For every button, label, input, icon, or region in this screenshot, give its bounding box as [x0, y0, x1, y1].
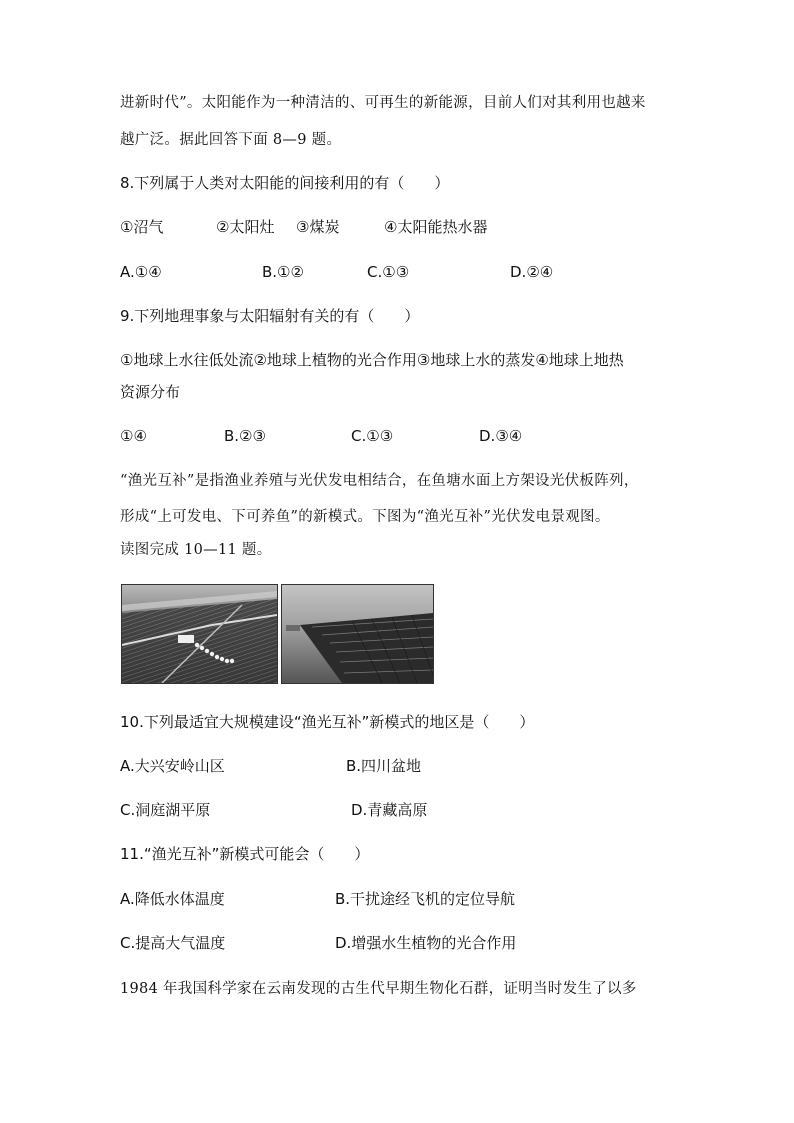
q9-items-line-1: ①地球上水往低处流②地球上植物的光合作用③地球上水的蒸发④地球上地热 [120, 351, 624, 369]
question-9-stem: 9.下列地理事象与太阳辐射有关的有（ ） [120, 307, 420, 325]
q10-option-c: C.洞庭湖平原 [120, 801, 211, 819]
q11-option-b: B.干扰途经飞机的定位导航 [335, 890, 516, 908]
q8-option-a: A.①④ [120, 263, 162, 281]
q8-item-2: ②太阳灶 [216, 218, 275, 236]
q8-option-d: D.②④ [510, 263, 554, 281]
q11-option-c: C.提高大气温度 [120, 934, 226, 952]
q8-option-b: B.①② [262, 263, 304, 281]
passage2-line-1: “渔光互补”是指渔业养殖与光伏发电相结合，在鱼塘水面上方架设光伏板阵列， [120, 473, 639, 489]
solar-farm-aerial-photo [121, 584, 278, 684]
q8-item-4: ④太阳能热水器 [384, 218, 488, 236]
q10-option-b: B.四川盆地 [346, 757, 422, 775]
q11-option-d: D.增强水生植物的光合作用 [335, 934, 517, 952]
q11-option-a: A.降低水体温度 [120, 890, 225, 908]
passage2-line-3: 读图完成 10—11 题。 [120, 542, 272, 558]
q9-option-b: B.②③ [224, 427, 266, 445]
q10-option-a: A.大兴安岭山区 [120, 757, 225, 775]
closing-line: 1984 年我国科学家在云南发现的古生代早期生物化石群，证明当时发生了以多 [120, 981, 637, 997]
photo-solar-farm-aerial-icon [122, 585, 277, 683]
q9-option-c: C.①③ [351, 427, 394, 445]
q9-items-line-2: 资源分布 [120, 383, 181, 401]
q8-item-3: ③煤炭 [296, 218, 340, 236]
question-10-stem: 10.下列最适宜大规模建设“渔光互补”新模式的地区是（ ） [120, 713, 535, 731]
question-11-stem: 11.“渔光互补”新模式可能会（ ） [120, 845, 370, 863]
q9-option-d: D.③④ [479, 427, 523, 445]
solar-panels-water-photo [281, 584, 434, 684]
q8-option-c: C.①③ [367, 263, 410, 281]
q9-option-a: ①④ [120, 427, 147, 445]
intro-line-1: 进新时代”。太阳能作为一种清洁的、可再生的新能源，目前人们对其利用也越来 [120, 95, 646, 111]
intro-line-2: 越广泛。据此回答下面 8—9 题。 [120, 132, 342, 148]
q8-item-1: ①沼气 [120, 218, 164, 236]
q10-option-d: D.青藏高原 [351, 801, 428, 819]
question-8-stem: 8.下列属于人类对太阳能的间接利用的有（ ） [120, 174, 450, 192]
passage2-line-2: 形成“上可发电、下可养鱼”的新模式。下图为“渔光互补”光伏发电景观图。 [120, 509, 610, 525]
photo-solar-panels-water-icon [282, 585, 433, 683]
